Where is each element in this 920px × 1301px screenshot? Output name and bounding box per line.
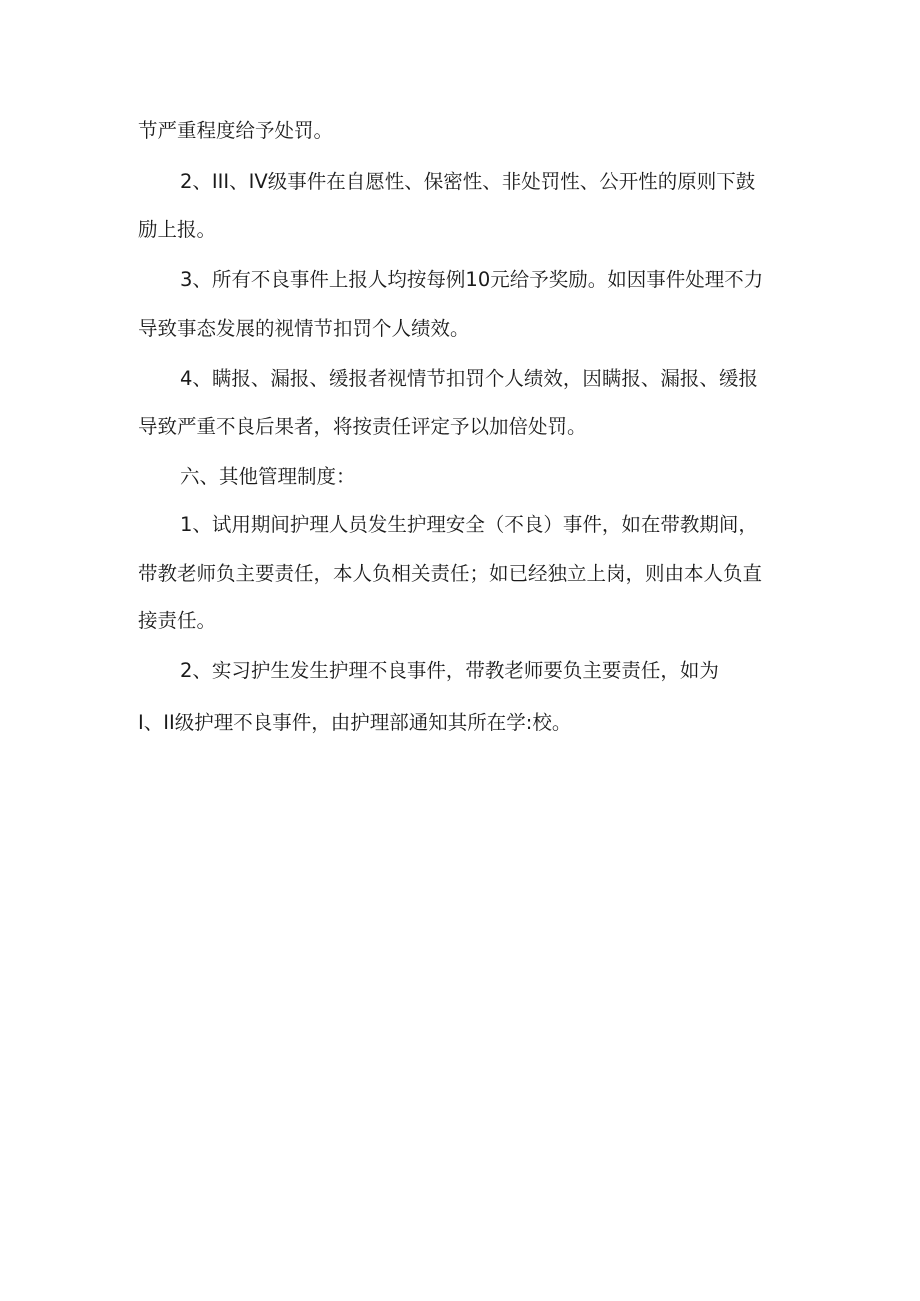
text-line: 2、实习护生发生护理不良事件，带教老师要负主要责任，如为 [180,659,719,682]
section-heading: 六、其他管理制度： [180,465,356,488]
text-line: 带教老师负主要责任，本人负相关责任；如已经独立上岗，则由本人负直 [138,562,763,585]
text-line: 3、所有不良事件上报人均按每例10元给予奖励。如因事件处理不力 [180,268,764,291]
text-line: 2、III、IV级事件在自愿性、保密性、非处罚性、公开性的原则下鼓 [180,170,756,193]
text-line: 接责任。 [138,609,217,632]
text-line: 4、瞒报、漏报、缓报者视情节扣罚个人绩效，因瞒报、漏报、缓报 [180,367,758,390]
text-line: 节严重程度给予处罚。 [138,119,334,142]
text-line: 导致事态发展的视情节扣罚个人绩效。 [138,317,470,340]
text-line: 1、试用期间护理人员发生护理安全（不良）事件，如在带教期间， [180,513,758,536]
text-line: 导致严重不良后果者，将按责任评定予以加倍处罚。 [138,415,587,438]
text-line: 励上报。 [138,218,217,241]
text-line: I、II级护理不良事件，由护理部通知其所在学:校。 [138,711,572,734]
